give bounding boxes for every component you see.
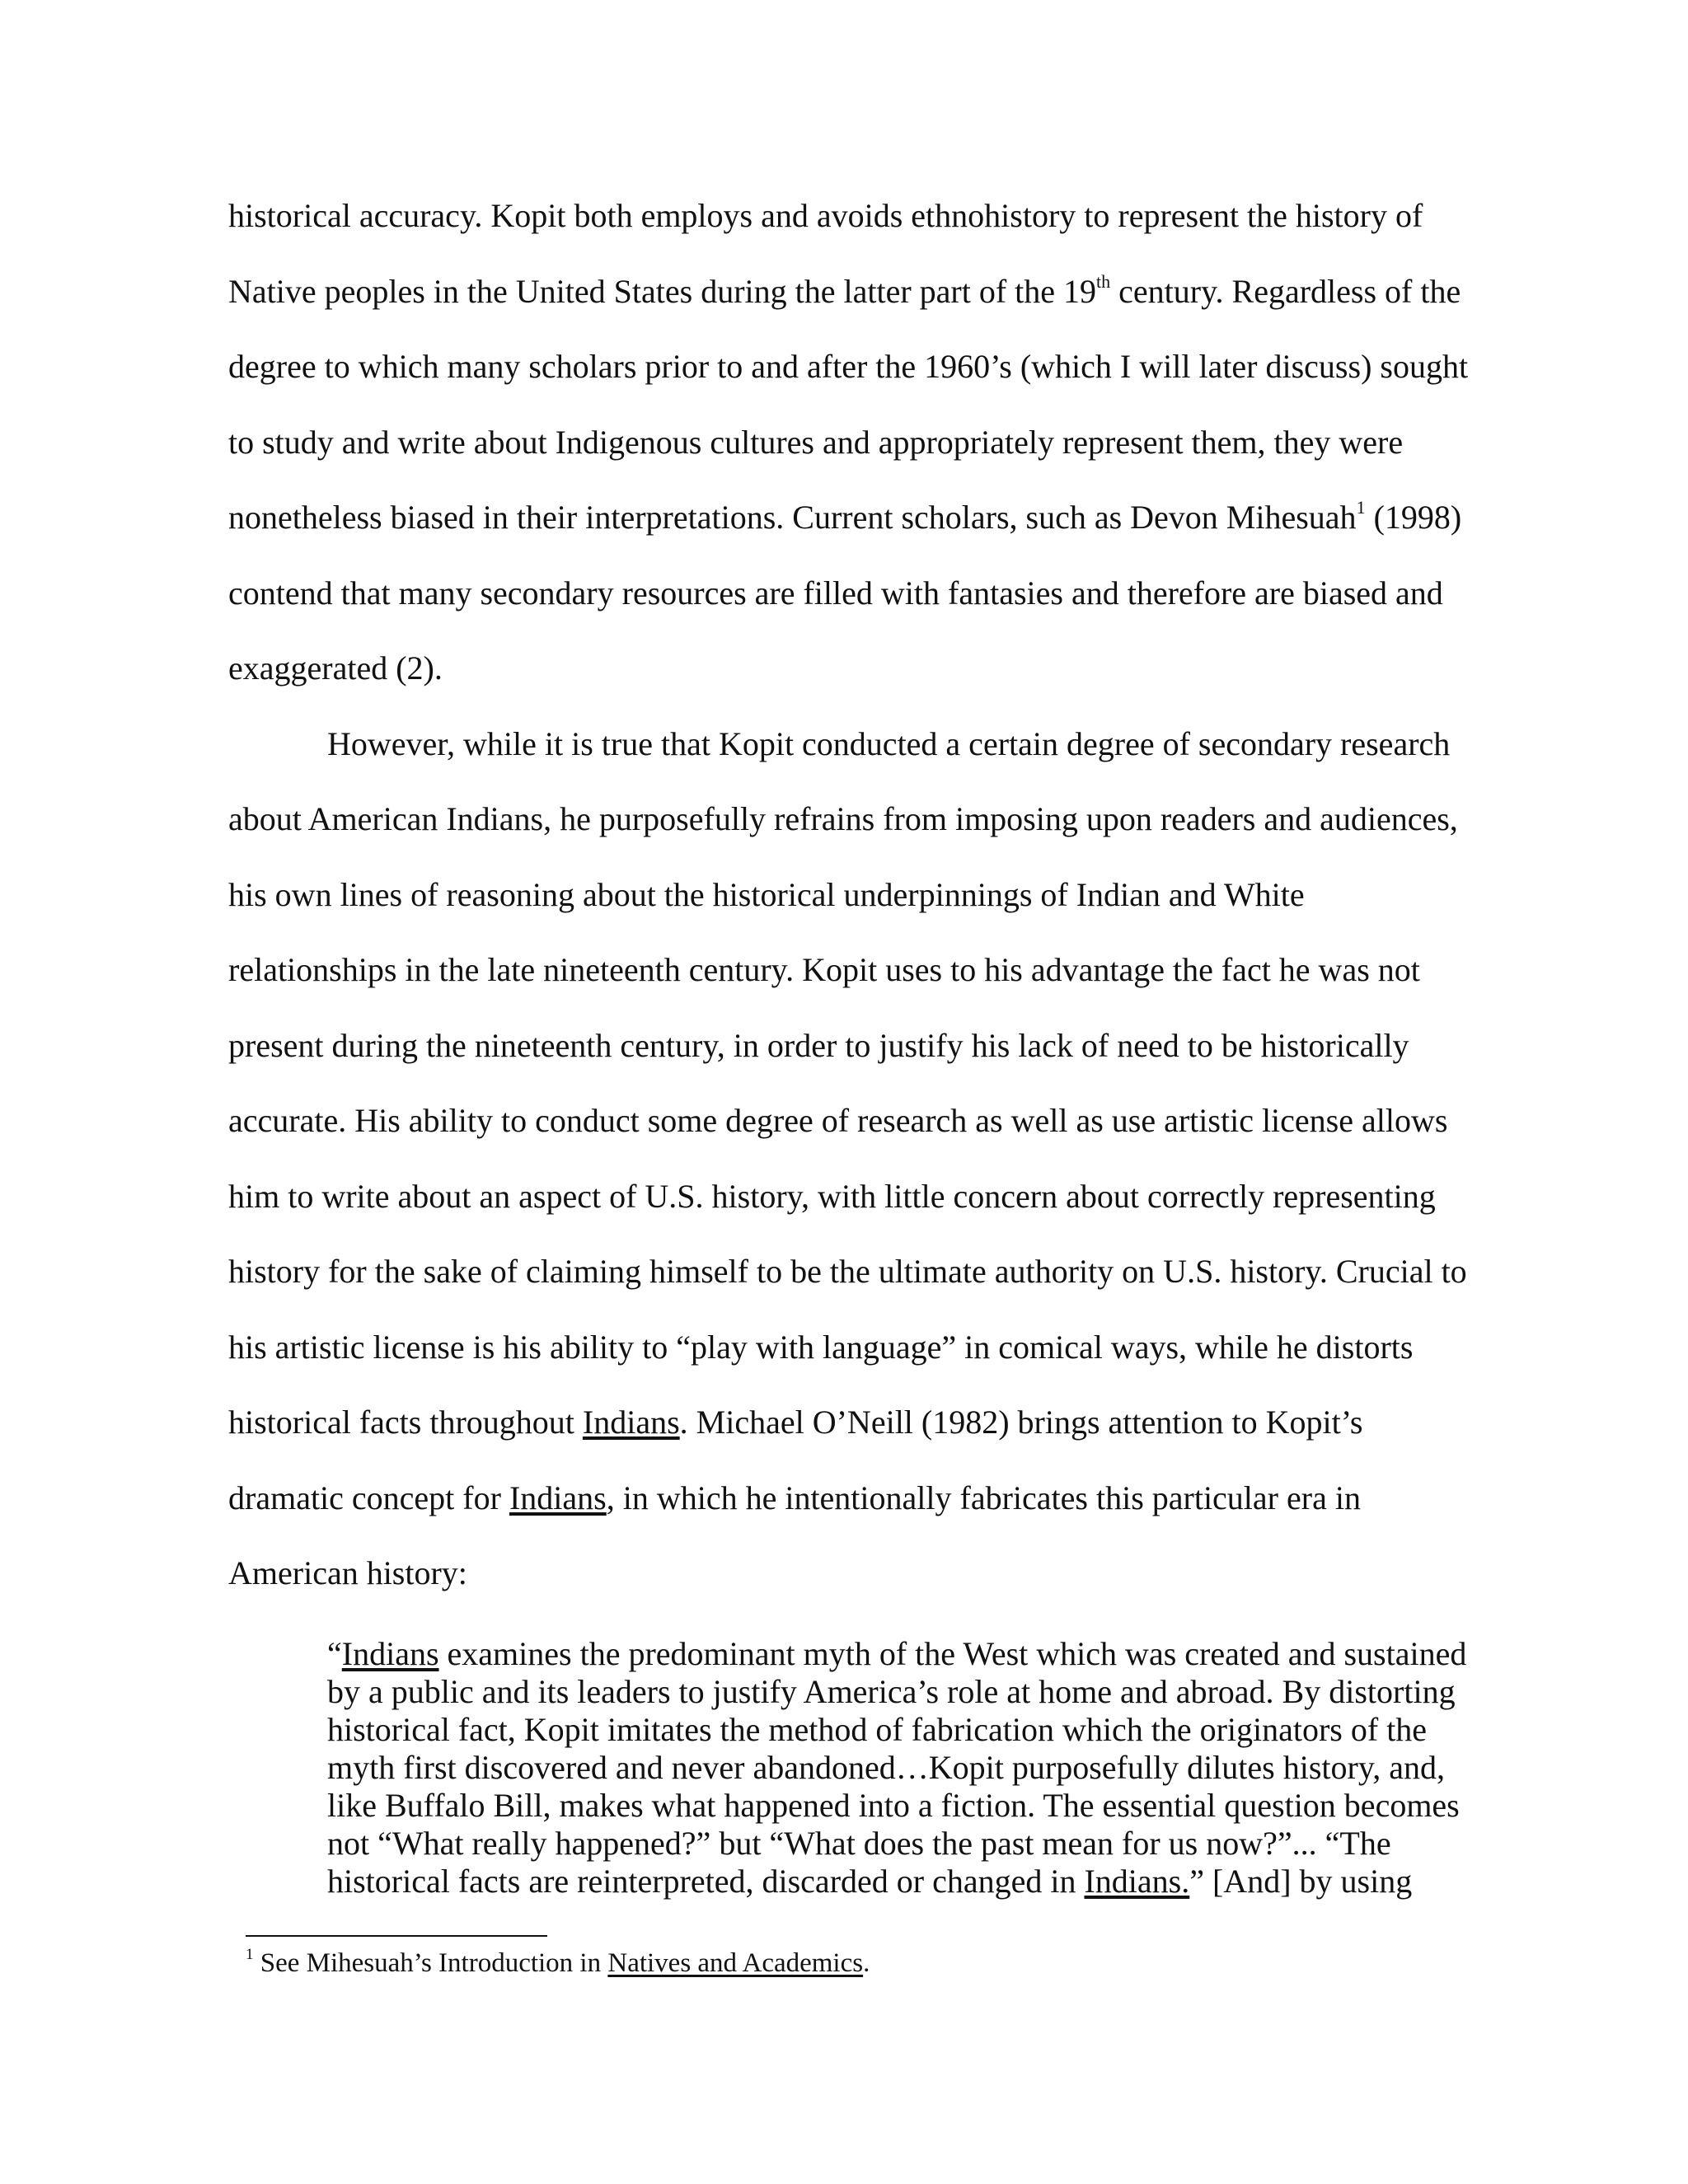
underlined-title: Natives and Academics bbox=[607, 1948, 864, 1978]
body-line bbox=[228, 1026, 1409, 1066]
body-line bbox=[228, 347, 1468, 387]
text-run: myth first discovered and never abandoned…Kopit purposefully dilutes history, and, bbox=[327, 1749, 1445, 1786]
footnote-reference[interactable]: 1 bbox=[1356, 496, 1366, 518]
body-line bbox=[228, 799, 1458, 839]
text-run: like Buffalo Bill, makes what happened into a fiction. The essential question becomes bbox=[327, 1787, 1460, 1824]
blockquote-line bbox=[327, 1863, 1412, 1900]
text-run: historical facts are reinterpreted, discarded or changed in bbox=[327, 1863, 1085, 1900]
footnote bbox=[246, 1947, 870, 1980]
text-run: dramatic concept for bbox=[228, 1479, 509, 1516]
text-run: See Mihesuah’s Introduction in bbox=[253, 1948, 608, 1978]
text-run: (1998) bbox=[1365, 499, 1462, 536]
footnote-marker: 1 bbox=[246, 1946, 254, 1963]
text-run: degree to which many scholars prior to and after the 1960’s (which I will later discuss) sought bbox=[228, 348, 1469, 385]
body-line bbox=[228, 498, 1461, 537]
text-run: present during the nineteenth century, in order to justify his lack of need to be historically bbox=[228, 1027, 1409, 1064]
text-run: accurate. His ability to conduct some degree of research as well as use artistic license allows bbox=[228, 1102, 1448, 1139]
text-run: historical facts throughout bbox=[228, 1404, 583, 1441]
text-run: about American Indians, he purposefully refrains from imposing upon readers and audiences, bbox=[228, 800, 1458, 837]
text-run: him to write about an aspect of U.S. history, with little concern about correctly representing bbox=[228, 1178, 1436, 1215]
footnote-separator bbox=[246, 1935, 547, 1937]
body-line bbox=[228, 1403, 1362, 1442]
blockquote-line bbox=[327, 1749, 1445, 1787]
text-run: by a public and its leaders to justify America’s role at home and abroad. By distorting bbox=[327, 1673, 1456, 1710]
blockquote-line bbox=[327, 1825, 1391, 1863]
body-line bbox=[228, 1177, 1436, 1216]
underlined-title: Indians bbox=[582, 1404, 680, 1441]
underlined-title: Indians bbox=[509, 1479, 607, 1516]
text-run: ” [And] by using bbox=[1189, 1863, 1413, 1900]
body-line bbox=[228, 649, 443, 688]
text-run: American history: bbox=[228, 1554, 467, 1591]
text-run: . bbox=[863, 1948, 870, 1978]
body-line bbox=[327, 724, 1450, 764]
text-run: However, while it is true that Kopit conducted a certain degree of secondary research bbox=[327, 725, 1451, 762]
underlined-title: Indians bbox=[341, 1635, 439, 1672]
body-line bbox=[228, 1479, 1361, 1518]
body-line bbox=[228, 574, 1443, 613]
text-run: nonetheless biased in their interpretations. Current scholars, such as Devon Mihesuah bbox=[228, 499, 1357, 536]
text-run: his own lines of reasoning about the historical underpinnings of Indian and White bbox=[228, 876, 1305, 913]
body-line bbox=[228, 196, 1423, 236]
text-run: exaggerated (2). bbox=[228, 649, 443, 687]
text-run: not “What really happened?” but “What does the past mean for us now?”... “The bbox=[327, 1825, 1391, 1862]
body-line bbox=[228, 1252, 1467, 1291]
blockquote-line bbox=[327, 1787, 1460, 1825]
text-run: examines the predominant myth of the West which was created and sustained bbox=[438, 1635, 1467, 1672]
text-run: history for the sake of claiming himself to be the ultimate authority on U.S. history. Crucial to bbox=[228, 1253, 1467, 1290]
text-run: , in which he intentionally fabricates this particular era in bbox=[606, 1479, 1361, 1516]
body-line bbox=[228, 875, 1305, 915]
text-run: “ bbox=[327, 1635, 342, 1672]
body-line bbox=[228, 950, 1420, 990]
body-line bbox=[228, 1328, 1413, 1367]
blockquote-line bbox=[327, 1635, 1466, 1673]
text-run: . Michael O’Neill (1982) brings attention to Kopit’s bbox=[679, 1404, 1363, 1441]
text-run: his artistic license is his ability to “play with language” in comical ways, while he distorts bbox=[228, 1329, 1414, 1366]
blockquote-line bbox=[327, 1711, 1427, 1749]
text-run: century. Regardless of the bbox=[1110, 273, 1461, 310]
body-line bbox=[228, 1101, 1447, 1141]
text-run: historical accuracy. Kopit both employs and avoids ethnohistory to represent the history of bbox=[228, 197, 1423, 234]
text-run: historical fact, Kopit imitates the method of fabrication which the originators of the bbox=[327, 1711, 1428, 1748]
body-line bbox=[228, 1554, 467, 1593]
blockquote-line bbox=[327, 1673, 1456, 1711]
underlined-title: Indians. bbox=[1084, 1863, 1190, 1900]
text-run: Native peoples in the United States during the latter part of the 19 bbox=[228, 273, 1097, 310]
body-line bbox=[228, 272, 1461, 312]
body-line bbox=[228, 423, 1403, 462]
text-run: relationships in the late nineteenth century. Kopit uses to his advantage the fact he was not bbox=[228, 951, 1420, 988]
text-run: to study and write about Indigenous cultures and appropriately represent them, they were bbox=[228, 424, 1404, 461]
superscript: th bbox=[1096, 270, 1111, 292]
text-run: contend that many secondary resources are filled with fantasies and therefore are biased and bbox=[228, 574, 1443, 612]
